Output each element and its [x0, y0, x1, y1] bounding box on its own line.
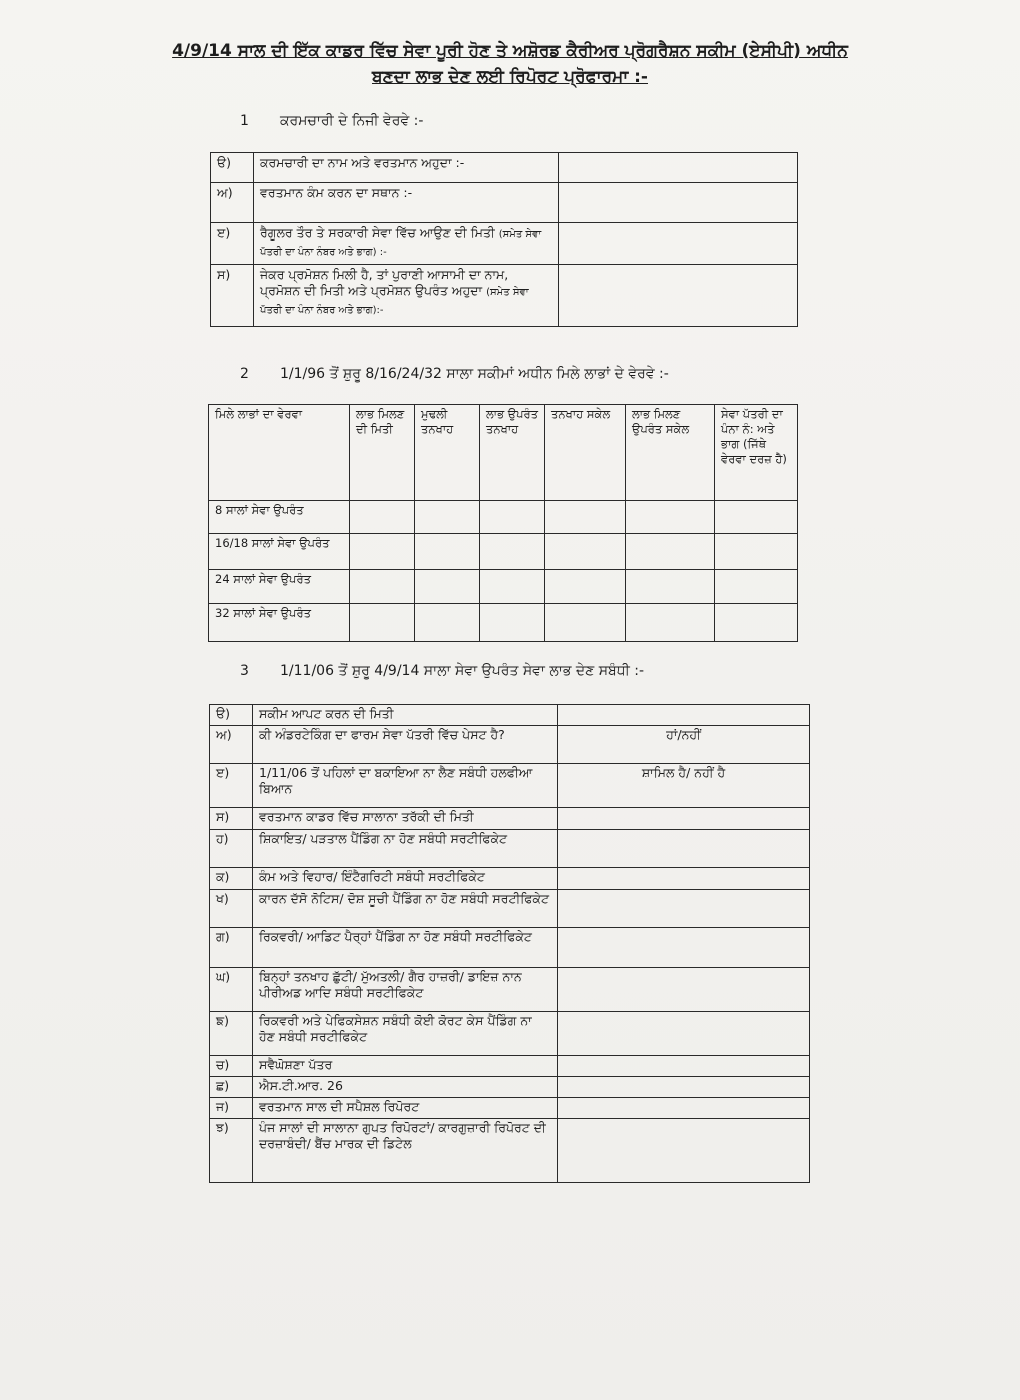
table-row: ਖ) ਕਾਰਨ ਦੱਸੋ ਨੋਟਿਸ/ ਦੋਸ਼ ਸੂਚੀ ਪੈਂਡਿੰਗ ਨਾ ਹੋਣ ਸਬੰਧੀ ਸਰਟੀਫਿਕੇਟ: [210, 890, 810, 928]
section-3-heading: 3 1/11/06 ਤੋਂ ਸ਼ੁਰੂ 4/9/14 ਸਾਲਾ ਸੇਵਾ ਉਪਰੰਤ ਸੇਵਾ ਲਾਭ ਦੇਣ ਸਬੰਧੀ :-: [240, 663, 645, 679]
column-header: ਲਾਭ ਮਿਲਣ ਦੀ ਮਿਤੀ: [350, 405, 415, 501]
table-row: ਹ) ਸ਼ਿਕਾਇਤ/ ਪੜਤਾਲ ਪੈਂਡਿੰਗ ਨਾ ਹੋਣ ਸਬੰਧੀ ਸਰਟੀਫਿਕੇਟ: [210, 830, 810, 868]
personal-details-table: [210, 152, 798, 327]
column-header: ਮਿਲੇ ਲਾਭਾਂ ਦਾ ਵੇਰਵਾ: [209, 405, 350, 501]
column-header: ਮੁਢਲੀ ਤਨਖਾਹ: [415, 405, 480, 501]
table-row: ੳ) ਕਰਮਚਾਰੀ ਦਾ ਨਾਮ ਅਤੇ ਵਰਤਮਾਨ ਅਹੁਦਾ :-: [211, 153, 798, 183]
entry-cell[interactable]: [559, 265, 798, 327]
table-row: 16/18 ਸਾਲਾਂ ਸੇਵਾ ਉਪਰੰਤ: [209, 534, 798, 570]
column-header: ਲਾਭ ਉਪਰੰਤ ਤਨਖਾਹ: [480, 405, 545, 501]
section-2-heading: 2 1/1/96 ਤੋਂ ਸ਼ੁਰੂ 8/16/24/32 ਸਾਲਾ ਸਕੀਮਾਂ ਅਧੀਨ ਮਿਲੇ ਲਾਭਾਂ ਦੇ ਵੇਰਵੇ :-: [240, 366, 669, 382]
table-row: 8 ਸਾਲਾਂ ਸੇਵਾ ਉਪਰੰਤ: [209, 501, 798, 534]
table-row: 32 ਸਾਲਾਂ ਸੇਵਾ ਉਪਰੰਤ: [209, 604, 798, 642]
table-row: 24 ਸਾਲਾਂ ਸੇਵਾ ਉਪਰੰਤ: [209, 570, 798, 604]
table-row: ੲ) 1/11/06 ਤੋਂ ਪਹਿਲਾਂ ਦਾ ਬਕਾਇਆ ਨਾ ਲੈਣ ਸਬੰਧੀ ਹਲਫੀਆ ਬਿਆਨ ਸ਼ਾਮਿਲ ਹੈ/ ਨਹੀਂ ਹੈ: [210, 764, 810, 808]
table-row: ਸ) ਜੇਕਰ ਪ੍ਰਮੋਸ਼ਨ ਮਿਲੀ ਹੈ, ਤਾਂ ਪੁਰਾਣੀ ਆਸਾਮੀ ਦਾ ਨਾਮ, ਪ੍ਰਮੋਸ਼ਨ ਦੀ ਮਿਤੀ ਅਤੇ ਪ੍ਰਮੋਸ਼ਨ ਉਪਰੰਤ ਅਹੁਦਾ (ਸਮੇਤ ਸੇਵਾ ਪੱਤਰੀ ਦਾ ਪੰਨਾ ਨੰਬਰ ਅਤੇ ਭਾਗ):-: [211, 265, 798, 327]
table-header-row: [209, 405, 798, 501]
table-row: ਗ) ਰਿਕਵਰੀ/ ਆਡਿਟ ਪੈਰ੍ਹਾਂ ਪੈਂਡਿੰਗ ਨਾ ਹੋਣ ਸਬੰਧੀ ਸਰਟੀਫਿਕੇਟ: [210, 928, 810, 968]
yes-no-field[interactable]: ਹਾਂ/ਨਹੀਂ: [558, 726, 810, 764]
table-row: ਸ) ਵਰਤਮਾਨ ਕਾਡਰ ਵਿੱਚ ਸਾਲਾਨਾ ਤਰੱਕੀ ਦੀ ਮਿਤੀ: [210, 808, 810, 830]
table-row: ਚ) ਸਵੈਘੋਸ਼ਣਾ ਪੱਤਰ: [210, 1056, 810, 1077]
benefits-table: [208, 404, 798, 642]
included-field[interactable]: ਸ਼ਾਮਿਲ ਹੈ/ ਨਹੀਂ ਹੈ: [558, 764, 810, 808]
table-row: ਜ) ਵਰਤਮਾਨ ਸਾਲ ਦੀ ਸਪੈਸ਼ਲ ਰਿਪੋਰਟ: [210, 1098, 810, 1119]
table-row: ਅ) ਵਰਤਮਾਨ ਕੰਮ ਕਰਨ ਦਾ ਸਥਾਨ :-: [211, 183, 798, 223]
table-row: ਕ) ਕੰਮ ਅਤੇ ਵਿਹਾਰ/ ਇੰਟੈਗਰਿਟੀ ਸਬੰਧੀ ਸਰਟੀਫਿਕੇਟ: [210, 868, 810, 890]
table-row: ੳ) ਸਕੀਮ ਆਪਟ ਕਰਨ ਦੀ ਮਿਤੀ: [210, 705, 810, 726]
table-row: ਘ) ਬਿਨ੍ਹਾਂ ਤਨਖਾਹ ਛੁੱਟੀ/ ਮੁੱਅਤਲੀ/ ਗੈਰ ਹਾਜ਼ਰੀ/ ਡਾਇਜ਼ ਨਾਨ ਪੀਰੀਅਡ ਆਦਿ ਸਬੰਧੀ ਸਰਟੀਫਿਕੇਟ: [210, 968, 810, 1012]
table-row: ਙ) ਰਿਕਵਰੀ ਅਤੇ ਪੇਫਿਕਸੇਸ਼ਨ ਸਬੰਧੀ ਕੋਈ ਕੋਰਟ ਕੇਸ ਪੈਂਡਿੰਗ ਨਾ ਹੋਣ ਸਬੰਧੀ ਸਰਟੀਫਿਕੇਟ: [210, 1012, 810, 1056]
section-1-heading: 1 ਕਰਮਚਾਰੀ ਦੇ ਨਿਜੀ ਵੇਰਵੇ :-: [240, 113, 424, 129]
entry-cell[interactable]: [559, 183, 798, 223]
column-header: ਸੇਵਾ ਪੱਤਰੀ ਦਾ ਪੰਨਾ ਨੰ: ਅਤੇ ਭਾਗ (ਜਿੱਥੇ ਵੇਰਵਾ ਦਰਜ਼ ਹੈ): [715, 405, 798, 501]
acp-benefit-table: [209, 704, 810, 1183]
table-row: ਛ) ਐਸ.ਟੀ.ਆਰ. 26: [210, 1077, 810, 1098]
table-row: ੲ) ਰੈਗੂਲਰ ਤੌਰ ਤੇ ਸਰਕਾਰੀ ਸੇਵਾ ਵਿੱਚ ਆਉਣ ਦੀ ਮਿਤੀ (ਸਮੇਤ ਸੇਵਾ ਪੱਤਰੀ ਦਾ ਪੰਨਾ ਨੰਬਰ ਅਤੇ ਭਾਗ) :-: [211, 223, 798, 265]
column-header: ਤਨਖਾਹ ਸਕੇਲ: [545, 405, 626, 501]
column-header: ਲਾਭ ਮਿਲਣ ਉਪਰੰਤ ਸਕੇਲ: [626, 405, 715, 501]
table-row: ਅ) ਕੀ ਅੰਡਰਟੇਕਿੰਗ ਦਾ ਫਾਰਮ ਸੇਵਾ ਪੱਤਰੀ ਵਿੱਚ ਪੇਸਟ ਹੈ? ਹਾਂ/ਨਹੀਂ: [210, 726, 810, 764]
table-row: ਝ) ਪੰਜ ਸਾਲਾਂ ਦੀ ਸਾਲਾਨਾ ਗੁਪਤ ਰਿਪੋਰਟਾਂ/ ਕਾਰਗੁਜ਼ਾਰੀ ਰਿਪੋਰਟ ਦੀ ਦਰਜ਼ਾਬੰਦੀ/ ਬੈਂਚ ਮਾਰਕ ਦੀ ਡਿਟੇਲ: [210, 1119, 810, 1183]
form-title: 4/9/14 ਸਾਲ ਦੀ ਇੱਕ ਕਾਡਰ ਵਿੱਚ ਸੇਵਾ ਪੂਰੀ ਹੋਣ ਤੇ ਅਸ਼ੋਰਡ ਕੈਰੀਅਰ ਪ੍ਰੋਗਰੈਸ਼ਨ ਸਕੀਮ (ਏਸੀਪੀ) ਅਧੀਨ ਬਣਦਾ ਲਾਭ ਦੇਣ ਲਈ ਰਿਪੋਰਟ ਪ੍ਰੋਫਾਰਮਾ :-: [172, 41, 848, 87]
entry-cell[interactable]: [559, 153, 798, 183]
entry-cell[interactable]: [559, 223, 798, 265]
